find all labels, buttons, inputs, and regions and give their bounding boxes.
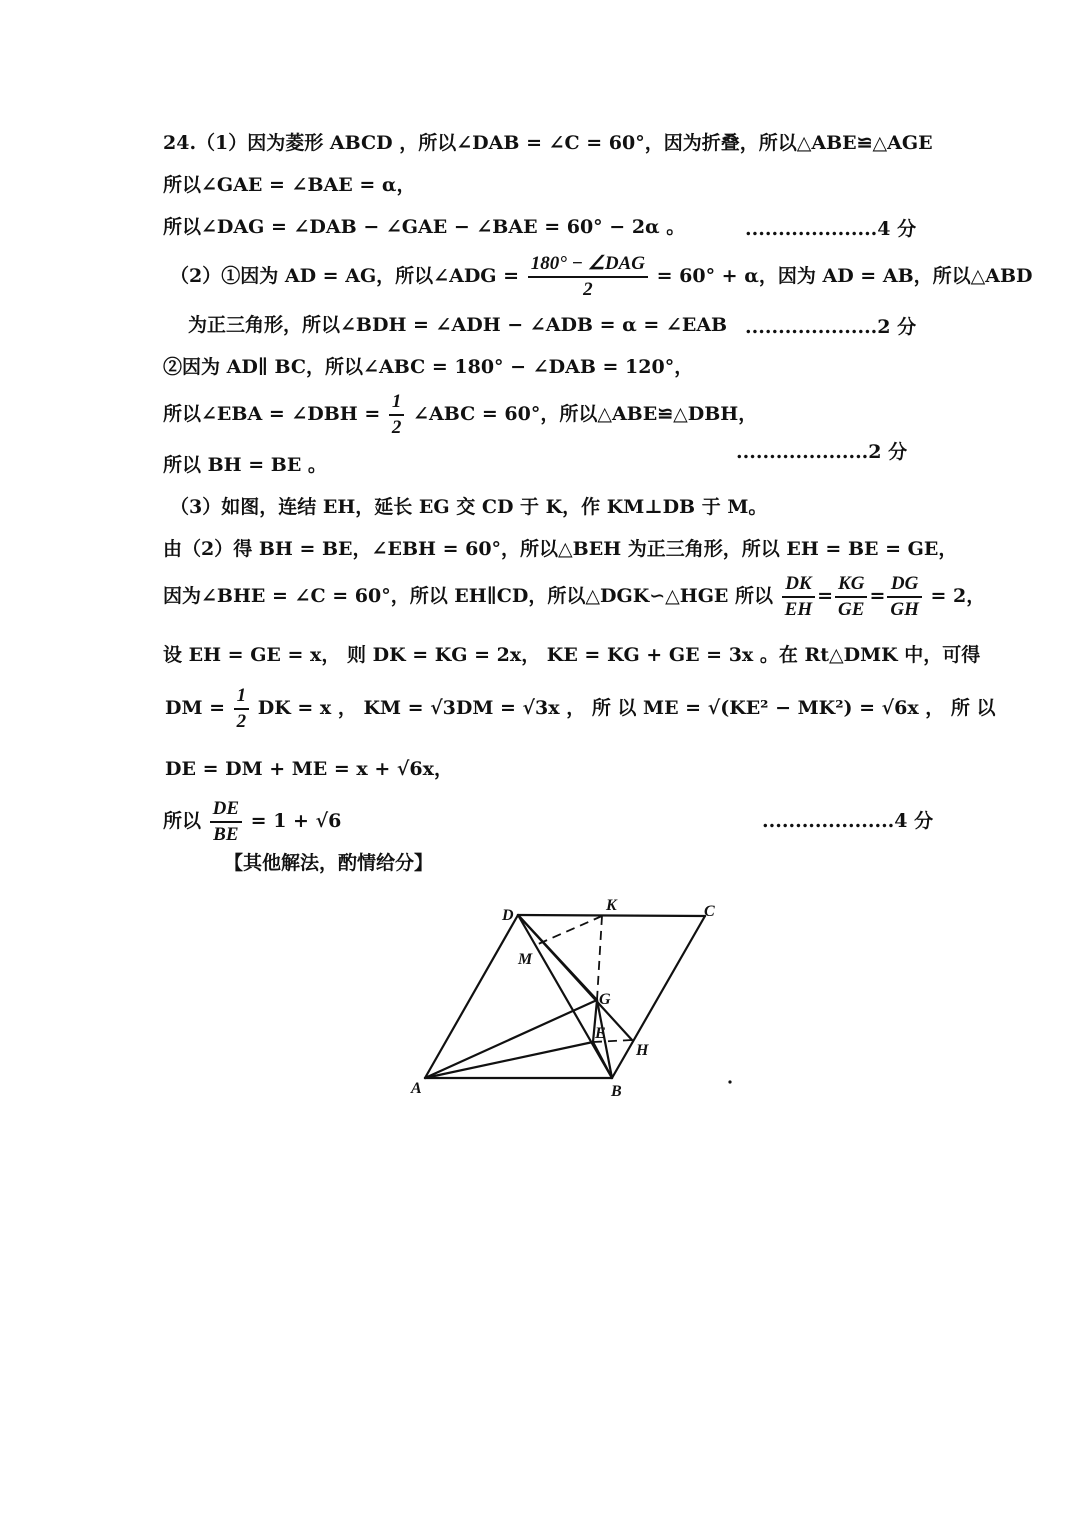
fraction-numerator: KG xyxy=(835,572,867,598)
dashed-kg xyxy=(597,916,602,1000)
segment-ae xyxy=(425,1042,593,1078)
fraction-numerator: DE xyxy=(210,797,242,823)
fraction-denominator: 2 xyxy=(583,279,593,300)
fraction-denominator: BE xyxy=(213,824,239,845)
line7-text-b: ∠ABC = 60°，所以△ABE≌△DBH， xyxy=(413,403,758,425)
side-dc xyxy=(518,915,705,916)
fraction-numerator: 1 xyxy=(234,684,250,710)
solution-line-10: 由（2）得 BH = BE，∠EBH = 60°，所以△BEH 为正三角形，所以 EH = BE = GE， xyxy=(163,538,958,560)
fraction-denominator: 2 xyxy=(391,417,402,438)
other-methods-note: 【其他解法，酌情给分】 xyxy=(224,852,434,874)
score-4-points: ....................4 分 xyxy=(745,218,917,240)
label-c: C xyxy=(704,903,715,920)
line13-text-a: DM = xyxy=(165,697,226,719)
line11-text-a: 因为∠BHE = ∠C = 60°，所以 EH∥CD，所以△DGK∽△HGE 所以 xyxy=(163,585,774,607)
solution-line-11: 因为∠BHE = ∠C = 60°，所以 EH∥CD，所以△DGK∽△HGE 所以 $\frac{DK}{EH}$ = $\frac{KG}{GE}$ = $\frac{DG}{GH}$ = 2， xyxy=(163,573,986,620)
fraction-numerator: DG xyxy=(887,572,922,598)
label-d: D xyxy=(502,907,514,924)
label-k: K xyxy=(606,897,617,914)
segment-ag xyxy=(425,1000,597,1078)
solution-line-6: ②因为 AD∥ BC，所以∠ABC = 180° − ∠DAB = 120°， xyxy=(163,356,694,378)
dashed-km xyxy=(536,916,602,945)
line15-text-b: = 1 + √6 xyxy=(250,810,342,832)
solution-line-2: 所以∠GAE = ∠BAE = α， xyxy=(163,174,416,196)
solution-line-3: 所以∠DAG = ∠DAB − ∠GAE − ∠BAE = 60° − 2α 。 xyxy=(163,216,686,238)
line4-text-b: = 60° + α，因为 AD = AB，所以△ABD xyxy=(656,265,1033,287)
label-b: B xyxy=(611,1083,622,1100)
solution-line-9: （3）如图，连结 EH，延长 EG 交 CD 于 K，作 KM⊥DB 于 M。 xyxy=(170,496,768,518)
solution-line-12: 设 EH = GE = x， 则 DK = KG = 2x， KE = KG + GE = 3x 。在 Rt△DMK 中，可得 xyxy=(163,644,981,666)
label-m: M xyxy=(518,951,533,968)
fraction-numerator: 1 xyxy=(389,390,405,416)
fraction-numerator: 180° − ∠DAG xyxy=(528,252,648,278)
solution-line-1: 24.（1）因为菱形 ABCD ，所以∠DAB = ∠C = 60°，因为折叠，所以△ABE≌△AGE xyxy=(163,132,933,154)
fraction-denominator: GE xyxy=(838,599,865,620)
line11-text-b: = 2， xyxy=(930,585,986,607)
fraction-numerator: DK xyxy=(782,572,815,598)
fraction-denominator: 2 xyxy=(236,711,247,732)
score-2-points-b: ....................2 分 xyxy=(736,441,908,463)
line13-text-b: DK = x ， KM = √3DM = √3x ， 所 以 ME = √(KE² − MK²) = √6x ， 所 以 xyxy=(257,697,996,719)
side-cb xyxy=(612,916,705,1078)
label-a: A xyxy=(411,1080,422,1097)
line4-text-a: （2）①因为 AD = AG，所以∠ADG = xyxy=(170,265,520,287)
line15-text-a: 所以 xyxy=(163,810,202,832)
score-4-points-b: ....................4 分 xyxy=(762,810,934,832)
line7-text-a: 所以∠EBA = ∠DBH = xyxy=(163,403,381,425)
solution-line-5: 为正三角形，所以∠BDH = ∠ADH − ∠ADB = α = ∠EAB xyxy=(188,314,728,336)
score-2-points: ....................2 分 xyxy=(745,316,917,338)
fraction-denominator: GH xyxy=(890,599,919,620)
label-e: E xyxy=(595,1025,606,1042)
solution-line-14: DE = DM + ME = x + √6x， xyxy=(165,758,453,780)
solution-line-8: 所以 BH = BE 。 xyxy=(163,454,327,476)
side-ad xyxy=(425,915,518,1078)
label-g: G xyxy=(599,991,611,1008)
label-h: H xyxy=(636,1042,649,1059)
stray-dot xyxy=(728,1080,731,1083)
fraction-denominator: EH xyxy=(784,599,813,620)
